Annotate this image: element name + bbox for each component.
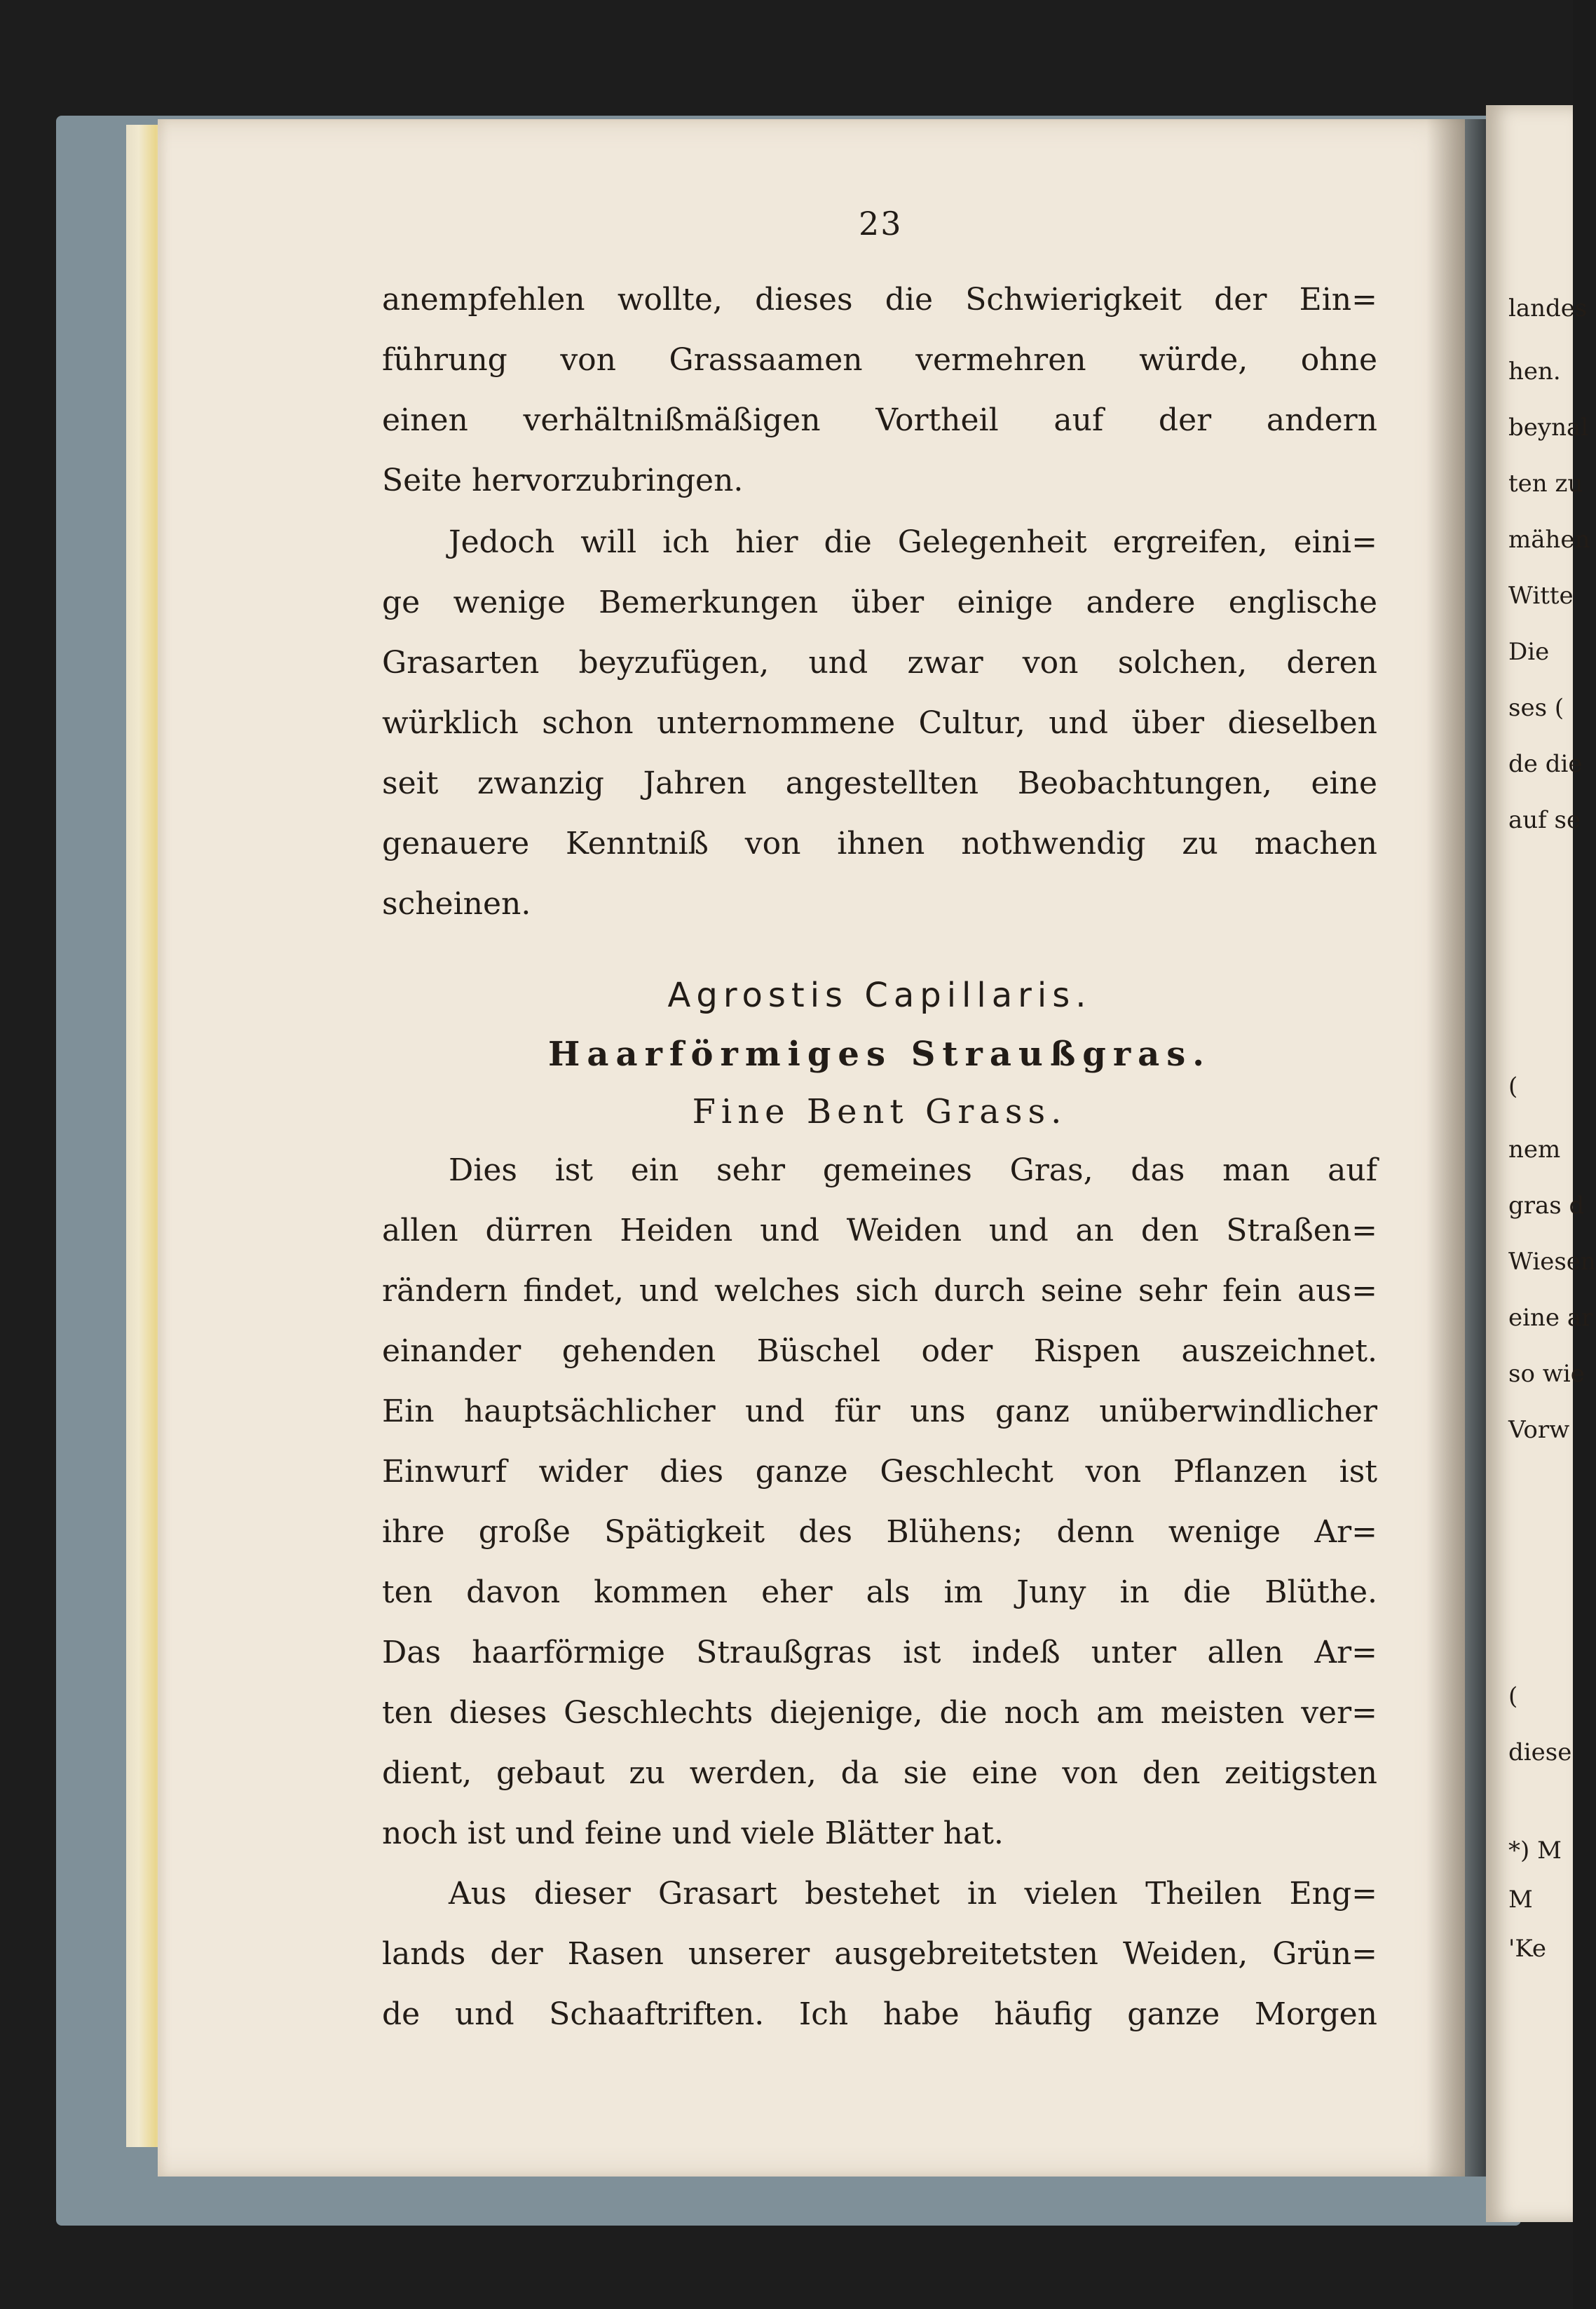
- right-page-fragment: Witte: [1508, 582, 1574, 610]
- text-line: ihre große Spätigkeit des Blühens; denn wenige Ar=: [382, 1514, 1377, 1550]
- right-page-fragment: 'Ke: [1508, 1935, 1546, 1963]
- text-line: de und Schaaftriften. Ich habe häufig ganze Morgen: [382, 1996, 1377, 2032]
- text-line: noch ist und feine und viele Blätter hat.: [382, 1816, 1004, 1851]
- text-line: einander gehenden Büschel oder Rispen auszeichnet.: [382, 1333, 1377, 1369]
- right-page-fragment: hen.: [1508, 357, 1561, 386]
- text-line: Seite hervorzubringen.: [382, 463, 744, 498]
- text-line: Aus dieser Grasart bestehet in vielen Theilen Eng=: [449, 1876, 1377, 1912]
- text-line: würklich schon unternommene Cultur, und über dieselben: [382, 705, 1377, 741]
- right-page-fragment: Vorw: [1508, 1416, 1570, 1444]
- right-page-fragment: mähen: [1508, 526, 1590, 554]
- right-page-fragment: beynal: [1508, 414, 1589, 442]
- heading-english-name: Fine Bent Grass.: [692, 1092, 1068, 1131]
- text-line: Dies ist ein sehr gemeines Gras, das man auf: [449, 1152, 1377, 1188]
- right-page-fragment: auf se: [1508, 806, 1581, 834]
- heading-german-name: Haarförmiges Straußgras.: [548, 1035, 1211, 1074]
- text-line: dient, gebaut zu werden, da sie eine von den zeitigsten: [382, 1755, 1377, 1791]
- right-page-fragment: M: [1508, 1886, 1533, 1914]
- text-line: seit zwanzig Jahren angestellten Beobachtungen, eine: [382, 765, 1377, 801]
- text-line: Das haarförmige Straußgras ist indeß unter allen Ar=: [382, 1635, 1377, 1670]
- right-page-fragment: de die: [1508, 750, 1583, 778]
- text-line: lands der Rasen unserer ausgebreitetsten Weiden, Grün=: [382, 1936, 1377, 1972]
- text-line: ten dieses Geschlechts diejenige, die noch am meisten ver=: [382, 1695, 1377, 1731]
- right-page-fragment: nem: [1508, 1136, 1561, 1164]
- text-line: scheinen.: [382, 886, 531, 922]
- text-line: Grasarten beyzufügen, und zwar von solchen, deren: [382, 645, 1377, 681]
- right-page-fragment: *) M: [1508, 1837, 1562, 1865]
- text-line: Ein hauptsächlicher und für uns ganz unüberwindlicher: [382, 1394, 1377, 1429]
- heading-latin-name: Agrostis Capillaris.: [667, 976, 1092, 1015]
- right-page-fragment: eine ar: [1508, 1304, 1593, 1332]
- right-page-fragment: (: [1508, 1072, 1518, 1101]
- text-line: führung von Grassaamen vermehren würde, ohne: [382, 342, 1377, 378]
- text-line: anempfehlen wollte, dieses die Schwierigkeit der Ein=: [382, 282, 1377, 318]
- text-line: ge wenige Bemerkungen über einige andere englische: [382, 585, 1377, 620]
- text-line: Einwurf wider dies ganze Geschlecht von Pflanzen ist: [382, 1454, 1377, 1490]
- text-line: Jedoch will ich hier die Gelegenheit ergreifen, eini=: [449, 524, 1377, 560]
- right-page-fragment: so wie: [1508, 1360, 1585, 1388]
- right-page-fragment: Wiesen: [1508, 1248, 1596, 1276]
- right-page-fragment: ses (: [1508, 694, 1564, 722]
- text-line: allen dürren Heiden und Weiden und an den Straßen=: [382, 1213, 1377, 1248]
- right-page-fragment: (: [1508, 1682, 1518, 1710]
- right-page-fragment: Die: [1508, 638, 1550, 666]
- text-line: ten davon kommen eher als im Juny in die Blüthe.: [382, 1574, 1377, 1610]
- right-page-fragment: diese: [1508, 1738, 1572, 1766]
- text-line: rändern findet, und welches sich durch seine sehr fein aus=: [382, 1273, 1377, 1309]
- page-number: 23: [859, 205, 903, 243]
- text-line: einen verhältnißmäßigen Vortheil auf der andern: [382, 402, 1377, 438]
- right-page-fragment: gras d: [1508, 1192, 1585, 1220]
- text-line: genauere Kenntniß von ihnen nothwendig zu machen: [382, 826, 1377, 861]
- right-page-fragment: landes: [1508, 294, 1588, 322]
- right-page-fragment: ten zu: [1508, 470, 1583, 498]
